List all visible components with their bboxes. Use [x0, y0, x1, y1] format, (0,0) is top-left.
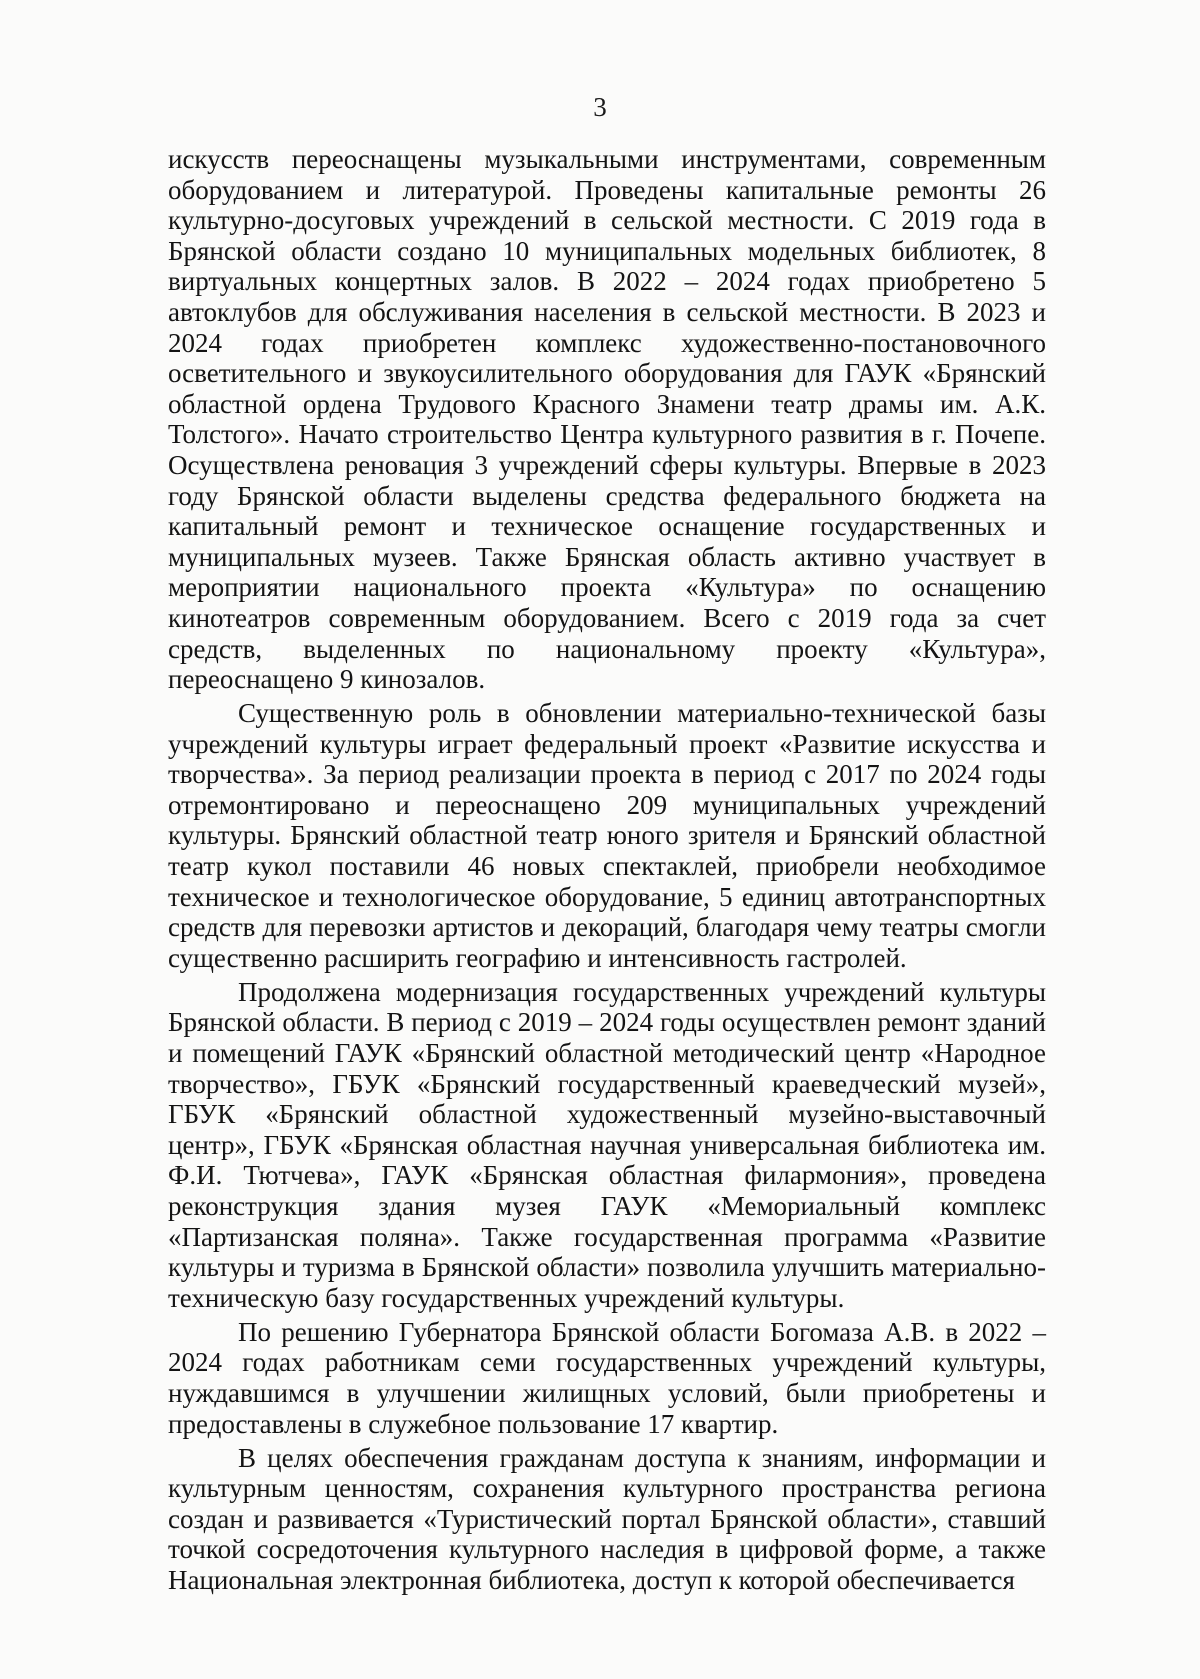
paragraph-digital-access: В целях обеспечения гражданам доступа к знаниям, информации и культурным ценностям, сохранения культурного пространства региона создан и развивается «Туристический портал Брянской области», ставший точкой сосредоточения культурного наследия в цифровой форме, а также Национальная электронная библиотека, доступ к которой обеспечивается [168, 1442, 1046, 1595]
document-body [168, 144, 1046, 1595]
page-number: 3 [593, 92, 607, 122]
paragraph-housing: По решению Губернатора Брянской области Богомаза А.В. в 2022 – 2024 годах работникам семи государственных учреждений культуры, нуждавшимся в улучшении жилищных условий, были приобретены и предоставлены в служебное пользование 17 квартир. [168, 1316, 1046, 1439]
paragraph-modernization: Продолжена модернизация государственных учреждений культуры Брянской области. В период с 2019 – 2024 годы осуществлен ремонт зданий и помещений ГАУК «Брянский областной методический центр «Народное творчество», ГБУК «Брянский государственный краеведческий музей», ГБУК «Брянский областной художественный музейно-выставочный центр», ГБУК «Брянская областная научная универсальная библиотека им. Ф.И. Тютчева», ГАУК «Брянская областная филармония», проведена реконструкция здания музея ГАУК «Мемориальный комплекс «Партизанская поляна». Также государственная программа «Развитие культуры и туризма в Брянской области» позволила улучшить материально-техническую базу государственных учреждений культуры. [168, 976, 1046, 1313]
paragraph-continuation: искусств переоснащены музыкальными инструментами, современным оборудованием и литературой. Проведены капитальные ремонты 26 культурно-досуговых учреждений в сельской местности. С 2019 года в Брянской области создано 10 муниципальных модельных библиотек, 8 виртуальных концертных залов. В 2022 – 2024 годах приобретено 5 автоклубов для обслуживания населения в сельской местности. В 2023 и 2024 годах приобретен комплекс художественно-постановочного осветительного и звукоусилительного оборудования для ГАУК «Брянский областной ордена Трудового Красного Знамени театр драмы им. А.К. Толстого». Начато строительство Центра культурного развития в г. Почепе. Осуществлена реновация 3 учреждений сферы культуры. Впервые в 2023 году Брянской области выделены средства федерального бюджета на капитальный ремонт и техническое оснащение государственных и муниципальных музеев. Также Брянская область активно участвует в мероприятии национального проекта «Культура» по оснащению кинотеатров современным оборудованием. Всего с 2019 года за счет средств, выделенных по национальному проекту «Культура», переоснащено 9 кинозалов. [168, 144, 1046, 695]
paragraph-federal-project: Существенную роль в обновлении материально-технической базы учреждений культуры играет федеральный проект «Развитие искусства и творчества». За период реализации проекта в период с 2017 по 2024 годы отремонтировано и переоснащено 209 муниципальных учреждений культуры. Брянский областной театр юного зрителя и Брянский областной театр кукол поставили 46 новых спектаклей, приобрели необходимое техническое и технологическое оборудование, 5 единиц автотранспортных средств для перевозки артистов и декораций, благодаря чему театры смогли существенно расширить географию и интенсивность гастролей. [168, 698, 1046, 973]
